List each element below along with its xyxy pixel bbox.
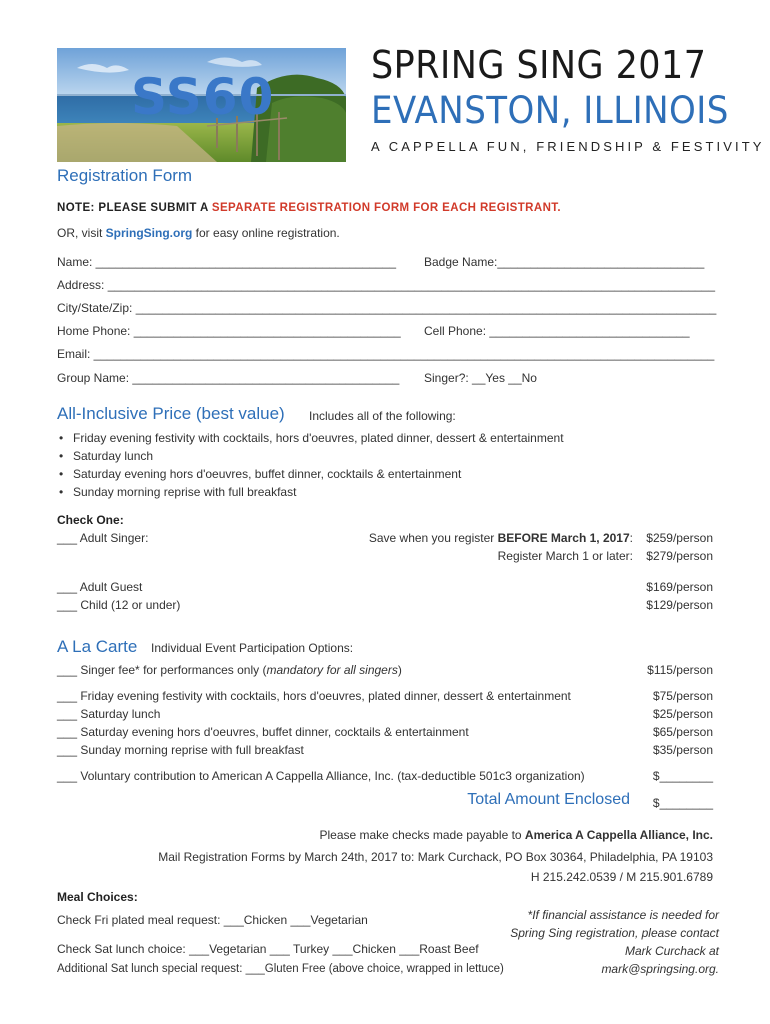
saturday-lunch-choice[interactable]: Check Sat lunch choice: ___Vegetarian ___ Turkey ___Chicken ___Roast Beef — [57, 942, 479, 956]
included-events-list — [57, 429, 564, 501]
list-item: • Saturday evening hors d'oeuvres, buffet dinner, cocktails & entertainment — [57, 465, 564, 483]
badge-name-field[interactable]: Badge Name:_______________________________ — [424, 255, 705, 269]
singer-fee-suffix: ) — [397, 663, 402, 677]
visit-prefix: OR, visit — [57, 226, 106, 240]
list-item: • Sunday morning reprise with full breakfast — [57, 483, 564, 501]
singer-fee-note: mandatory for all singers — [266, 663, 398, 677]
cell-phone-field[interactable]: Cell Phone: ______________________________ — [424, 324, 690, 338]
friday-meal-choice[interactable]: Check Fri plated meal request: ___Chicken ___Vegetarian — [57, 913, 368, 927]
a-la-carte-subheading: Individual Event Participation Options: — [151, 641, 354, 655]
child-option[interactable]: ___ Child (12 or under) — [57, 598, 181, 612]
contribution-option[interactable]: ___ Voluntary contribution to American A Cappella Alliance, Inc. (tax-deductible 501c3 organization) — [57, 769, 585, 783]
group-name-field[interactable]: Group Name: ________________________________________ — [57, 371, 400, 385]
home-phone-field[interactable]: Home Phone: ________________________________________ — [57, 324, 401, 338]
saturday-lunch-option[interactable]: ___ Saturday lunch — [57, 707, 161, 721]
hero-logo-text: SS60 — [131, 68, 275, 126]
note-prefix: NOTE: PLEASE SUBMIT A — [57, 202, 212, 214]
early-registration-text — [369, 531, 633, 545]
financial-assistance-note: *If financial assistance is needed for Spring Sing registration, please contact Mark Curchack at mark@springsing.org. — [510, 908, 719, 976]
sunday-reprise-option[interactable]: ___ Sunday morning reprise with full breakfast — [57, 743, 304, 757]
saturday-evening-option[interactable]: ___ Saturday evening hors d'oeuvres, buffet dinner, cocktails & entertainment — [57, 725, 469, 739]
all-inclusive-heading: All-Inclusive Price (best value) — [57, 404, 285, 423]
all-inclusive-subheading: Includes all of the following: — [309, 409, 456, 423]
event-location: EVANSTON, ILLINOIS — [371, 89, 729, 132]
springsing-link[interactable]: SpringSing.org — [105, 226, 193, 240]
total-amount-field[interactable]: $________ — [652, 796, 713, 810]
save-suffix: : — [629, 531, 633, 545]
early-deadline: BEFORE March 1, 2017 — [497, 531, 630, 545]
name-field[interactable]: Name: _____________________________________________ — [57, 255, 396, 269]
singer-choice[interactable]: Singer?: __Yes __No — [424, 371, 537, 385]
payee-name: America A Cappella Alliance, Inc. — [524, 828, 713, 842]
meal-choices-heading: Meal Choices: — [57, 890, 138, 904]
form-title: Registration Form — [57, 166, 193, 185]
city-state-zip-field[interactable]: City/State/Zip: _______________________________________________________________________________________ — [57, 301, 717, 315]
event-title: SPRING SING 2017 — [371, 43, 707, 87]
list-item: • Friday evening festivity with cocktails, hors d'oeuvres, plated dinner, dessert & entertainment — [57, 429, 564, 447]
special-request-choice[interactable]: Additional Sat lunch special request: ___Gluten Free (above choice, wrapped in lettuce) — [57, 963, 504, 975]
header-photo — [57, 48, 346, 162]
checks-prefix: Please make checks made payable to — [319, 828, 525, 842]
list-item: • Saturday lunch — [57, 447, 564, 465]
singer-fee-prefix: ___ Singer fee* for performances only ( — [57, 663, 267, 677]
mail-instructions: Mail Registration Forms by March 24th, 2017 to: Mark Curchack, PO Box 30364, Philadelphia, PA 19103 — [158, 850, 713, 864]
friday-festivity-option[interactable]: ___ Friday evening festivity with cocktails, hors d'oeuvres, plated dinner, dessert & entertainment — [57, 689, 571, 703]
submission-note — [57, 202, 561, 214]
contact-phones: H 215.242.0539 / M 215.901.6789 — [530, 870, 713, 884]
total-label: Total Amount Enclosed — [467, 791, 630, 808]
price-guest: $169/person — [646, 580, 713, 594]
price-early: $259/person — [646, 531, 713, 545]
singer-fee-option[interactable] — [57, 663, 402, 677]
a-la-carte-heading: A La Carte — [57, 637, 138, 656]
save-prefix: Save when you register — [368, 531, 498, 545]
price-singer-fee: $115/person — [647, 663, 713, 677]
adult-singer-option[interactable]: ___ Adult Singer: — [57, 531, 149, 545]
contribution-amount-field[interactable]: $________ — [652, 769, 713, 783]
check-one-label: Check One: — [57, 513, 124, 527]
late-registration-text: Register March 1 or later: — [497, 549, 633, 563]
price-saturday-lunch: $25/person — [652, 707, 713, 721]
price-sunday: $35/person — [652, 743, 713, 757]
event-tagline: A CAPPELLA FUN, FRIENDSHIP & FESTIVITY — [371, 139, 765, 154]
checks-payable-text — [319, 828, 713, 842]
address-field[interactable]: Address: ___________________________________________________________________________________________ — [57, 278, 716, 292]
visit-suffix: for easy online registration. — [192, 226, 340, 240]
price-late: $279/person — [646, 549, 713, 563]
email-field[interactable]: Email: _____________________________________________________________________________________________ — [57, 347, 715, 361]
price-child: $129/person — [646, 598, 713, 612]
note-highlight: SEPARATE REGISTRATION FORM FOR EACH REGISTRANT. — [211, 202, 562, 214]
adult-guest-option[interactable]: ___ Adult Guest — [57, 580, 143, 594]
price-saturday-evening: $65/person — [652, 725, 713, 739]
price-friday: $75/person — [652, 689, 713, 703]
online-registration-text — [57, 226, 340, 240]
